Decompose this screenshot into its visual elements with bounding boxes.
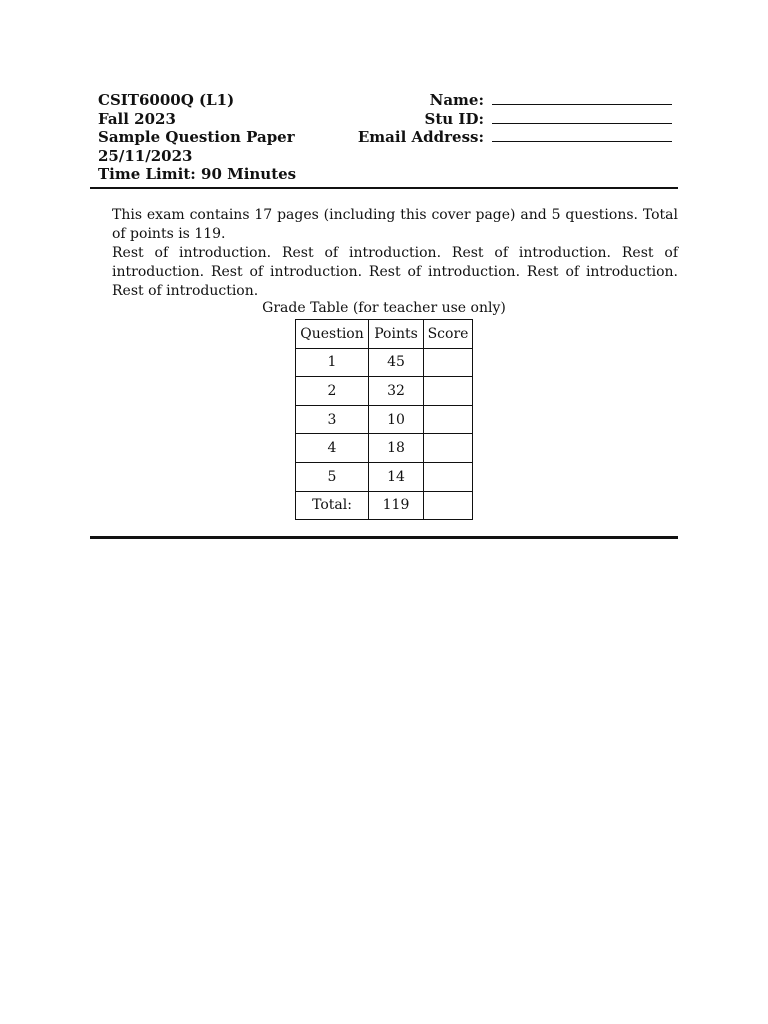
question-cell: 2 bbox=[296, 377, 369, 406]
time-limit: Time Limit: 90 Minutes bbox=[98, 165, 297, 184]
name-field-row bbox=[300, 91, 672, 110]
total-label-cell: Total: bbox=[296, 491, 369, 520]
email-field-row bbox=[300, 128, 672, 147]
paper-title: Sample Question Paper bbox=[98, 128, 295, 147]
exam-date: 25/11/2023 bbox=[98, 146, 193, 165]
points-cell: 14 bbox=[369, 462, 424, 491]
table-row bbox=[296, 434, 473, 463]
email-blank-line bbox=[492, 128, 672, 142]
student-id-label: Stu ID: bbox=[424, 109, 484, 128]
points-cell: 45 bbox=[369, 348, 424, 377]
header-points: Points bbox=[369, 320, 424, 349]
score-cell bbox=[424, 462, 473, 491]
intro-paragraph-2: Rest of introduction. Rest of introduction. Rest of introduction. Rest of introduction. Rest of introduction. Rest of introduction. Rest of introduction. Rest of introduction. bbox=[112, 245, 678, 299]
introduction bbox=[90, 206, 678, 301]
grade-table-caption: Grade Table (for teacher use only) bbox=[262, 300, 506, 316]
score-cell bbox=[424, 434, 473, 463]
points-cell: 18 bbox=[369, 434, 424, 463]
table-row bbox=[296, 377, 473, 406]
question-cell: 3 bbox=[296, 405, 369, 434]
grade-table-header-row bbox=[296, 320, 473, 349]
student-id-field-row bbox=[300, 110, 672, 129]
grade-table bbox=[295, 319, 473, 520]
points-cell: 32 bbox=[369, 377, 424, 406]
intro-paragraph-1: This exam contains 17 pages (including this cover page) and 5 questions. Total of points is 119. bbox=[112, 207, 678, 242]
score-cell bbox=[424, 377, 473, 406]
score-cell bbox=[424, 348, 473, 377]
name-blank-line bbox=[492, 91, 672, 105]
score-cell bbox=[424, 405, 473, 434]
table-row bbox=[296, 405, 473, 434]
course-code: CSIT6000Q (L1) bbox=[98, 91, 235, 109]
table-row bbox=[296, 348, 473, 377]
total-points-cell: 119 bbox=[369, 491, 424, 520]
question-cell: 5 bbox=[296, 462, 369, 491]
question-cell: 1 bbox=[296, 348, 369, 377]
header-question: Question bbox=[296, 320, 369, 349]
header-divider bbox=[90, 187, 678, 189]
points-cell: 10 bbox=[369, 405, 424, 434]
term: Fall 2023 bbox=[98, 109, 176, 128]
student-fields-block bbox=[300, 91, 672, 147]
question-cell: 4 bbox=[296, 434, 369, 463]
table-row bbox=[296, 462, 473, 491]
name-label: Name: bbox=[429, 91, 484, 109]
footer-divider bbox=[90, 536, 678, 539]
email-label: Email Address: bbox=[357, 128, 484, 147]
course-info-block bbox=[98, 91, 296, 184]
header-score: Score bbox=[424, 320, 473, 349]
student-id-blank-line bbox=[492, 110, 672, 124]
total-row bbox=[296, 491, 473, 520]
total-score-cell bbox=[424, 491, 473, 520]
